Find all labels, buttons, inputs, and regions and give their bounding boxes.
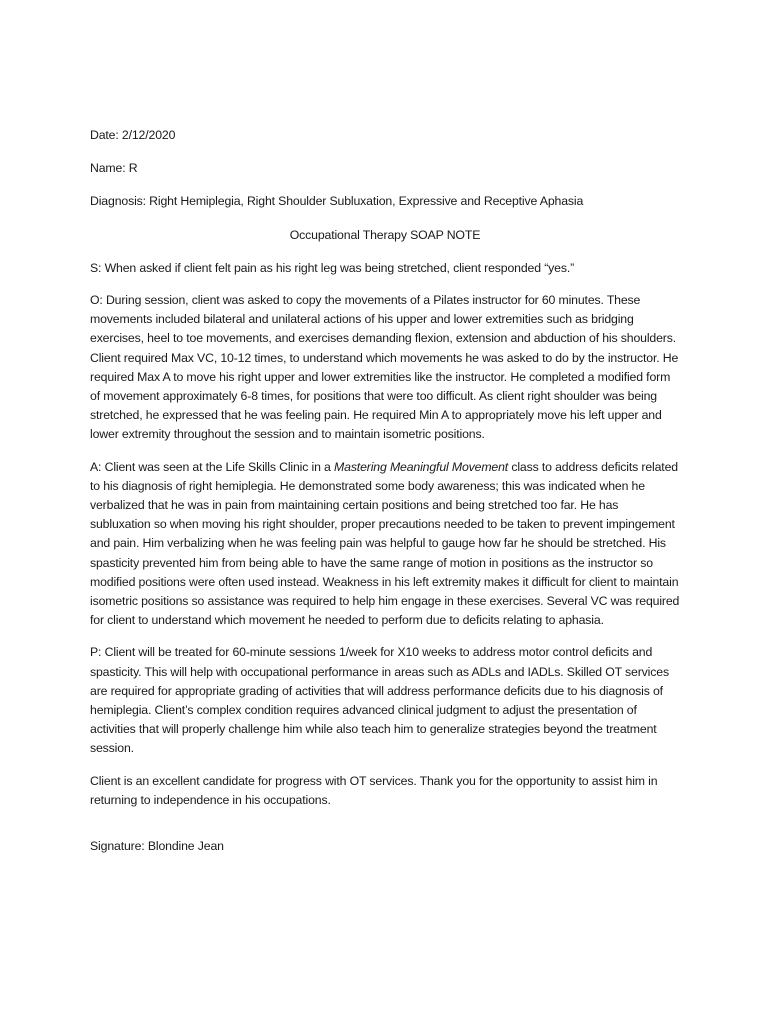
subjective-section: S: When asked if client felt pain as his right leg was being stretched, client responded “yes.” [90, 260, 575, 275]
assessment-text-rest: class to address deficits related to his diagnosis of right hemiplegia. He demonstrated some body awareness; this was indicated when he verbalized that he was in pain from maintaining certain positions and being stretched too far. He has subluxation so when moving his right shoulder, proper precautions needed to be taken to prevent impingement and pain. Him verbalizing when he was feeling pain was helpful to gauge how far he should be stretched. His spasticity prevented him from being able to have the same range of motion in positions as the instructor so modified positions were often used instead. Weakness in his left extremity makes it difficult for client to maintain isometric positions so assistance was required to help him engage in these exercises. Several VC was required for client to understand which movement he needed to perform due to deficits relating to aphasia. [90, 459, 680, 628]
signature-line: Signature: Blondine Jean [90, 839, 224, 854]
assessment-text-start: A: Client was seen at the Life Skills Clinic in a [90, 459, 335, 474]
date-line: Date: 2/12/2020 [90, 128, 176, 142]
class-name-italic: Mastering Meaningful Movement [334, 459, 509, 474]
objective-section: O: During session, client was asked to copy the movements of a Pilates instructor for 60 minutes. These movements included bilateral and unilateral actions of his upper and lower extremities such as bridging exercises, heel to toe movements, and exercises demanding flexion, extension and abduction of his shoulders. Client required Max VC, 10-12 times, to understand which movements he was asked to do by the instructor. He required Max A to move his right upper and lower extremities like the instructor. He completed a modified form of movement approximately 6-8 times, for positions that were too difficult. As client right shoulder was being stretched, he expressed that he was feeling pain. He required Min A to appropriately move his left upper and lower extremity throughout the session and to maintain isometric positions. [90, 293, 679, 442]
soap-note-page [90, 126, 680, 856]
diagnosis-line: Diagnosis: Right Hemiplegia, Right Shoulder Subluxation, Expressive and Receptive Aphasia [90, 194, 584, 209]
name-line: Name: R [90, 161, 138, 176]
document-title: Occupational Therapy SOAP NOTE [289, 227, 481, 242]
assessment-section [90, 458, 680, 631]
closing-statement: Client is an excellent candidate for progress with OT services. Thank you for the opportunity to assist him in returning to independence in his occupations. [90, 773, 658, 807]
plan-section: P: Client will be treated for 60-minute sessions 1/week for X10 weeks to address motor control deficits and spasticity. This will help with occupational performance in areas such as ADLs and IADLs. Skilled OT services are required for appropriate grading of activities that will address performance deficits due to his diagnosis of hemiplegia. Client’s complex condition requires advanced clinical judgment to adjust the presentation of activities that will properly challenge him while also teach him to generalize strategies beyond the treatment session. [90, 645, 669, 756]
